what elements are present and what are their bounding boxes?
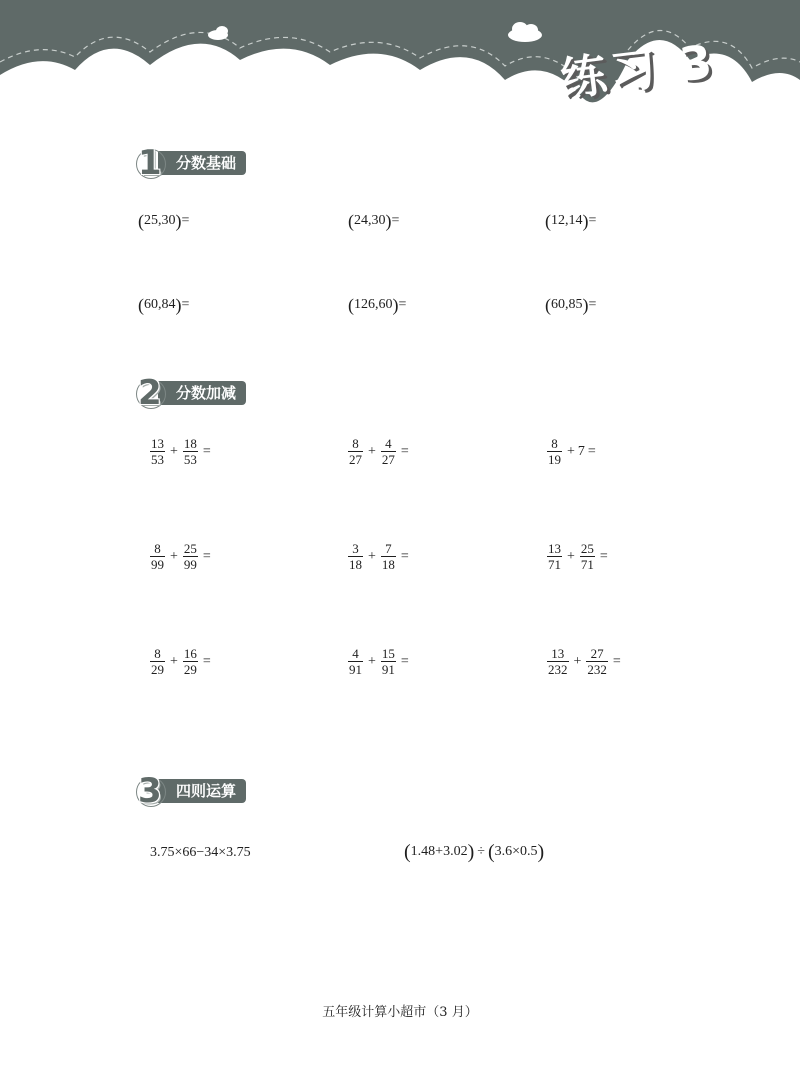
fraction-problem-5: $\frac{3}{18}$ + $\frac{7}{18}$ = xyxy=(349,541,409,572)
fraction-problem-1: $\frac{13}{53}$ + $\frac{18}{53}$ = xyxy=(151,436,211,467)
gcd-problem-1: ( 25 , 30 ) = xyxy=(138,211,190,231)
fraction-problem-6: $\frac{13}{71}$ + $\frac{25}{71}$ = xyxy=(548,541,608,572)
section-number: 1 xyxy=(138,143,162,183)
fraction-problem-9: $\frac{13}{232}$ + $\frac{27}{232}$ = xyxy=(548,646,621,677)
gcd-problem-5: ( 126 , 60 ) = xyxy=(348,295,407,315)
fraction-problem-2: $\frac{8}{27}$ + $\frac{4}{27}$ = xyxy=(349,436,409,467)
fraction-problem-4: $\frac{8}{99}$ + $\frac{25}{99}$ = xyxy=(151,541,211,572)
arithmetic-problem-2: ( 1.48+3.02 ) ÷ ( 3.6×0.5 ) xyxy=(404,841,545,863)
section-number: 2 xyxy=(138,373,162,413)
gcd-problem-6: ( 60 , 85 ) = xyxy=(545,295,597,315)
gcd-problem-4: ( 60 , 84 ) = xyxy=(138,295,190,315)
gcd-problem-3: ( 12 , 14 ) = xyxy=(545,211,597,231)
fraction-problem-3: $\frac{8}{19}$ + 7 = xyxy=(548,436,596,467)
gcd-problem-2: ( 24 , 30 ) = xyxy=(348,211,400,231)
section-title: 分数基础 xyxy=(158,151,246,175)
section-title: 四则运算 xyxy=(158,779,246,803)
page-footer: 五年级计算小超市（3 月） xyxy=(322,1005,478,1020)
page-title: 练习 3 xyxy=(557,33,719,107)
arithmetic-problem-1: 3.75×66−34×3.75 xyxy=(150,845,251,860)
section-2-header xyxy=(138,373,378,413)
section-3-header xyxy=(138,771,378,811)
section-title: 分数加减 xyxy=(158,381,246,405)
fraction-problem-8: $\frac{4}{91}$ + $\frac{15}{91}$ = xyxy=(349,646,409,677)
section-1-header xyxy=(138,143,378,183)
section-number: 3 xyxy=(138,771,162,811)
fraction-problem-7: $\frac{8}{29}$ + $\frac{16}{29}$ = xyxy=(151,646,211,677)
